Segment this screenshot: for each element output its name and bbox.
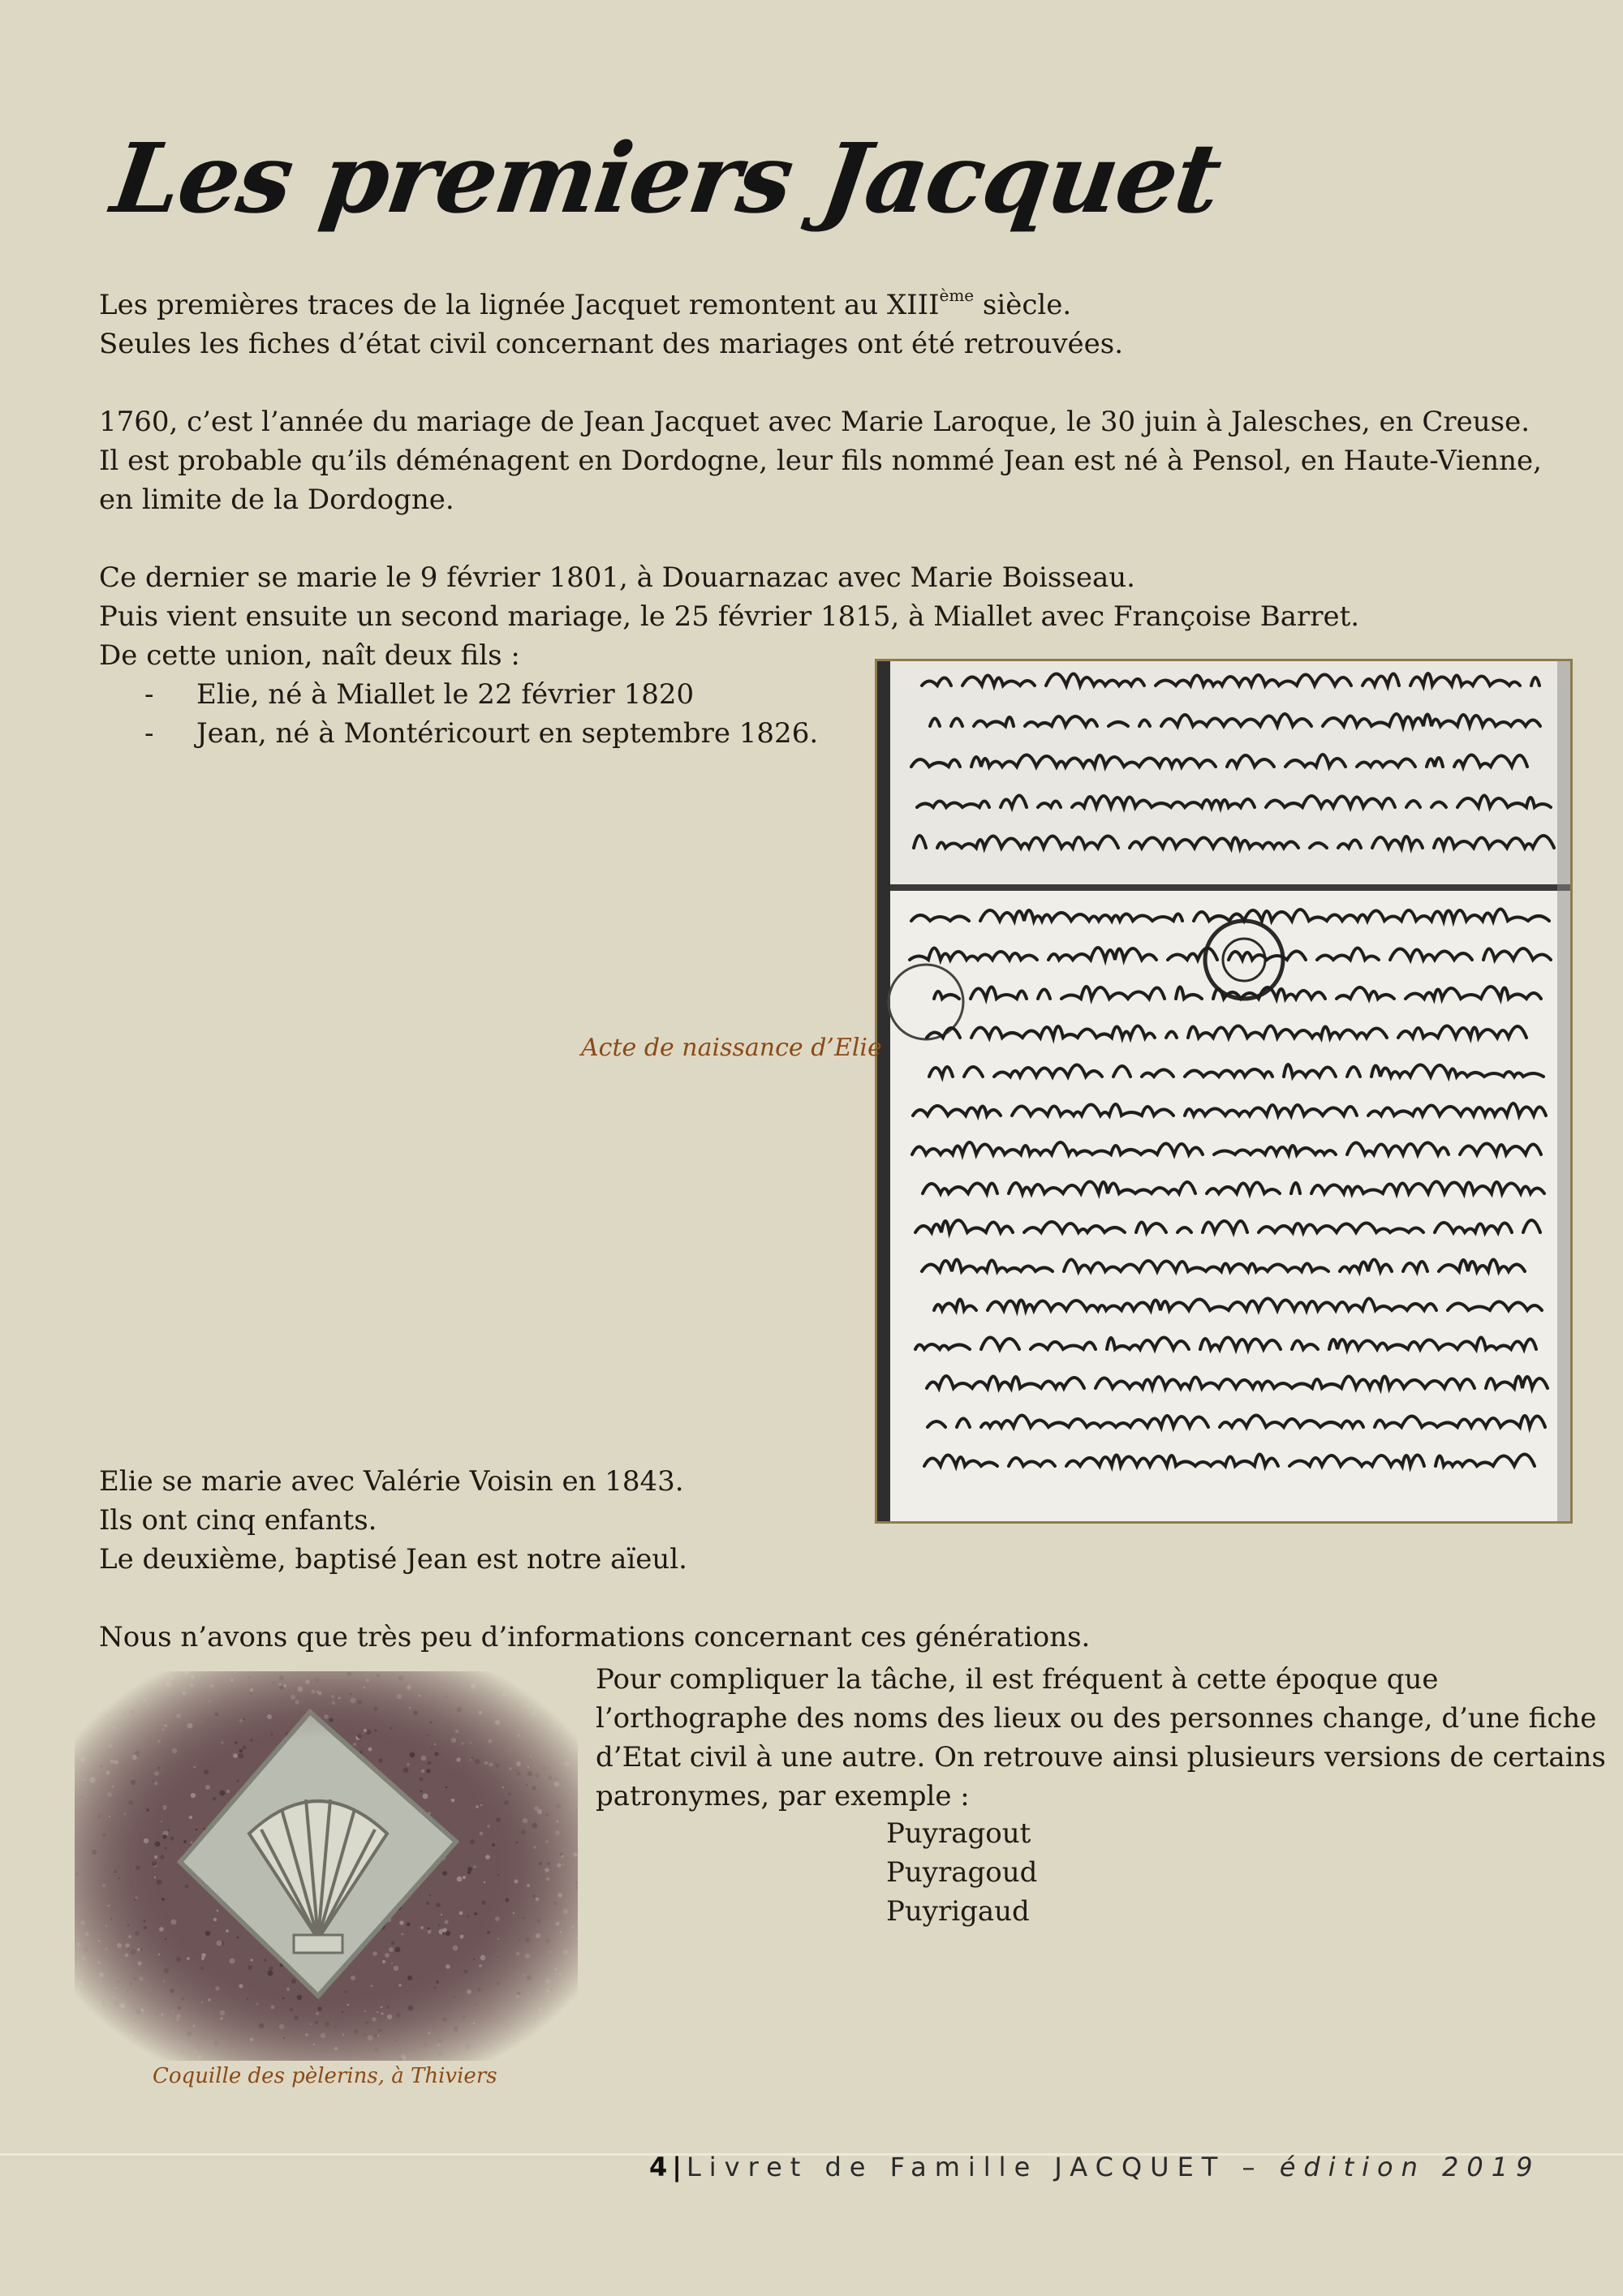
- name-variants-list: [886, 1814, 1037, 1931]
- text-line: Ce dernier se marie le 9 février 1801, à Douarnazac avec Marie Boisseau.: [99, 561, 1135, 594]
- intro-paragraph: [99, 286, 1123, 363]
- page-title: Les premiers Jacquet: [105, 122, 1227, 234]
- text-line: De cette union, naît deux fils :: [99, 639, 520, 672]
- marriage-1760-paragraph: [99, 402, 1542, 519]
- text-line: 1760, c’est l’année du mariage de Jean Jacquet avec Marie Laroque, le 30 juin à Jalesches, en Creuse.: [99, 406, 1530, 438]
- info-line: Nous n’avons que très peu d’informations concernant ces générations.: [99, 1621, 1091, 1653]
- scallop-shell-illustration: [75, 1671, 578, 2061]
- handwritten-manuscript-illustration: [877, 661, 1570, 1521]
- footer-separator: |: [672, 2152, 682, 2182]
- footer-title: Livret de Famille JACQUET: [686, 2152, 1226, 2182]
- orthographe-paragraph: [596, 1660, 1606, 1816]
- page-footer: [649, 2152, 1541, 2182]
- text-line: Le deuxième, baptisé Jean est notre aïeul.: [99, 1543, 687, 1576]
- text-line: Puis vient ensuite un second mariage, le 25 février 1815, à Miallet avec Françoise Barret.: [99, 600, 1360, 633]
- text-line: Il est probable qu’ils déménagent en Dordogne, leur fils nommé Jean est né à Pensol, en Haute-Vienne,: [99, 445, 1542, 477]
- text-line: Ils ont cinq enfants.: [99, 1504, 377, 1537]
- text-line: Pour compliquer la tâche, il est fréquent à cette époque que: [596, 1663, 1439, 1696]
- superscript-eme: ème: [939, 286, 975, 305]
- text-line: Elie se marie avec Valérie Voisin en 1843.: [99, 1465, 684, 1498]
- list-item: - Jean, né à Montéricourt en septembre 1826.: [144, 714, 818, 753]
- birth-record-image: [875, 659, 1573, 1524]
- list-dash: -: [144, 678, 154, 711]
- text-line: en limite de la Dordogne.: [99, 484, 454, 516]
- footer-dash: –: [1225, 2152, 1280, 2182]
- sons-list: [144, 675, 818, 753]
- text-line: l’orthographe des noms des lieux ou des personnes change, d’une fiche: [596, 1702, 1597, 1735]
- text-line: patronymes, par exemple :: [596, 1780, 970, 1812]
- page-number: 4: [649, 2152, 668, 2182]
- marriages-1801-paragraph: [99, 558, 1359, 675]
- text-line: d’Etat civil à une autre. On retrouve ainsi plusieurs versions de certains: [596, 1741, 1606, 1774]
- shell-photo-caption: Coquille des pèlerins, à Thiviers: [153, 2064, 497, 2088]
- name-variant: Puyrigaud: [886, 1895, 1030, 1928]
- name-variant: Puyragoud: [886, 1856, 1038, 1889]
- footer-edition: édition 2019: [1279, 2152, 1541, 2182]
- list-dash: -: [144, 717, 154, 750]
- name-variant: Puyragout: [886, 1817, 1031, 1850]
- intro-line-1: Les premières traces de la lignée Jacquet remontent au XIIIème siècle.: [99, 286, 1072, 321]
- elie-paragraph: [99, 1462, 687, 1579]
- list-item: - Elie, né à Miallet le 22 février 1820: [144, 675, 818, 714]
- pilgrim-shell-photo: [75, 1671, 578, 2061]
- birth-record-caption: Acte de naissance d’Elie: [581, 1034, 882, 1062]
- intro-line-2: Seules les fiches d’état civil concernant des mariages ont été retrouvées.: [99, 328, 1124, 360]
